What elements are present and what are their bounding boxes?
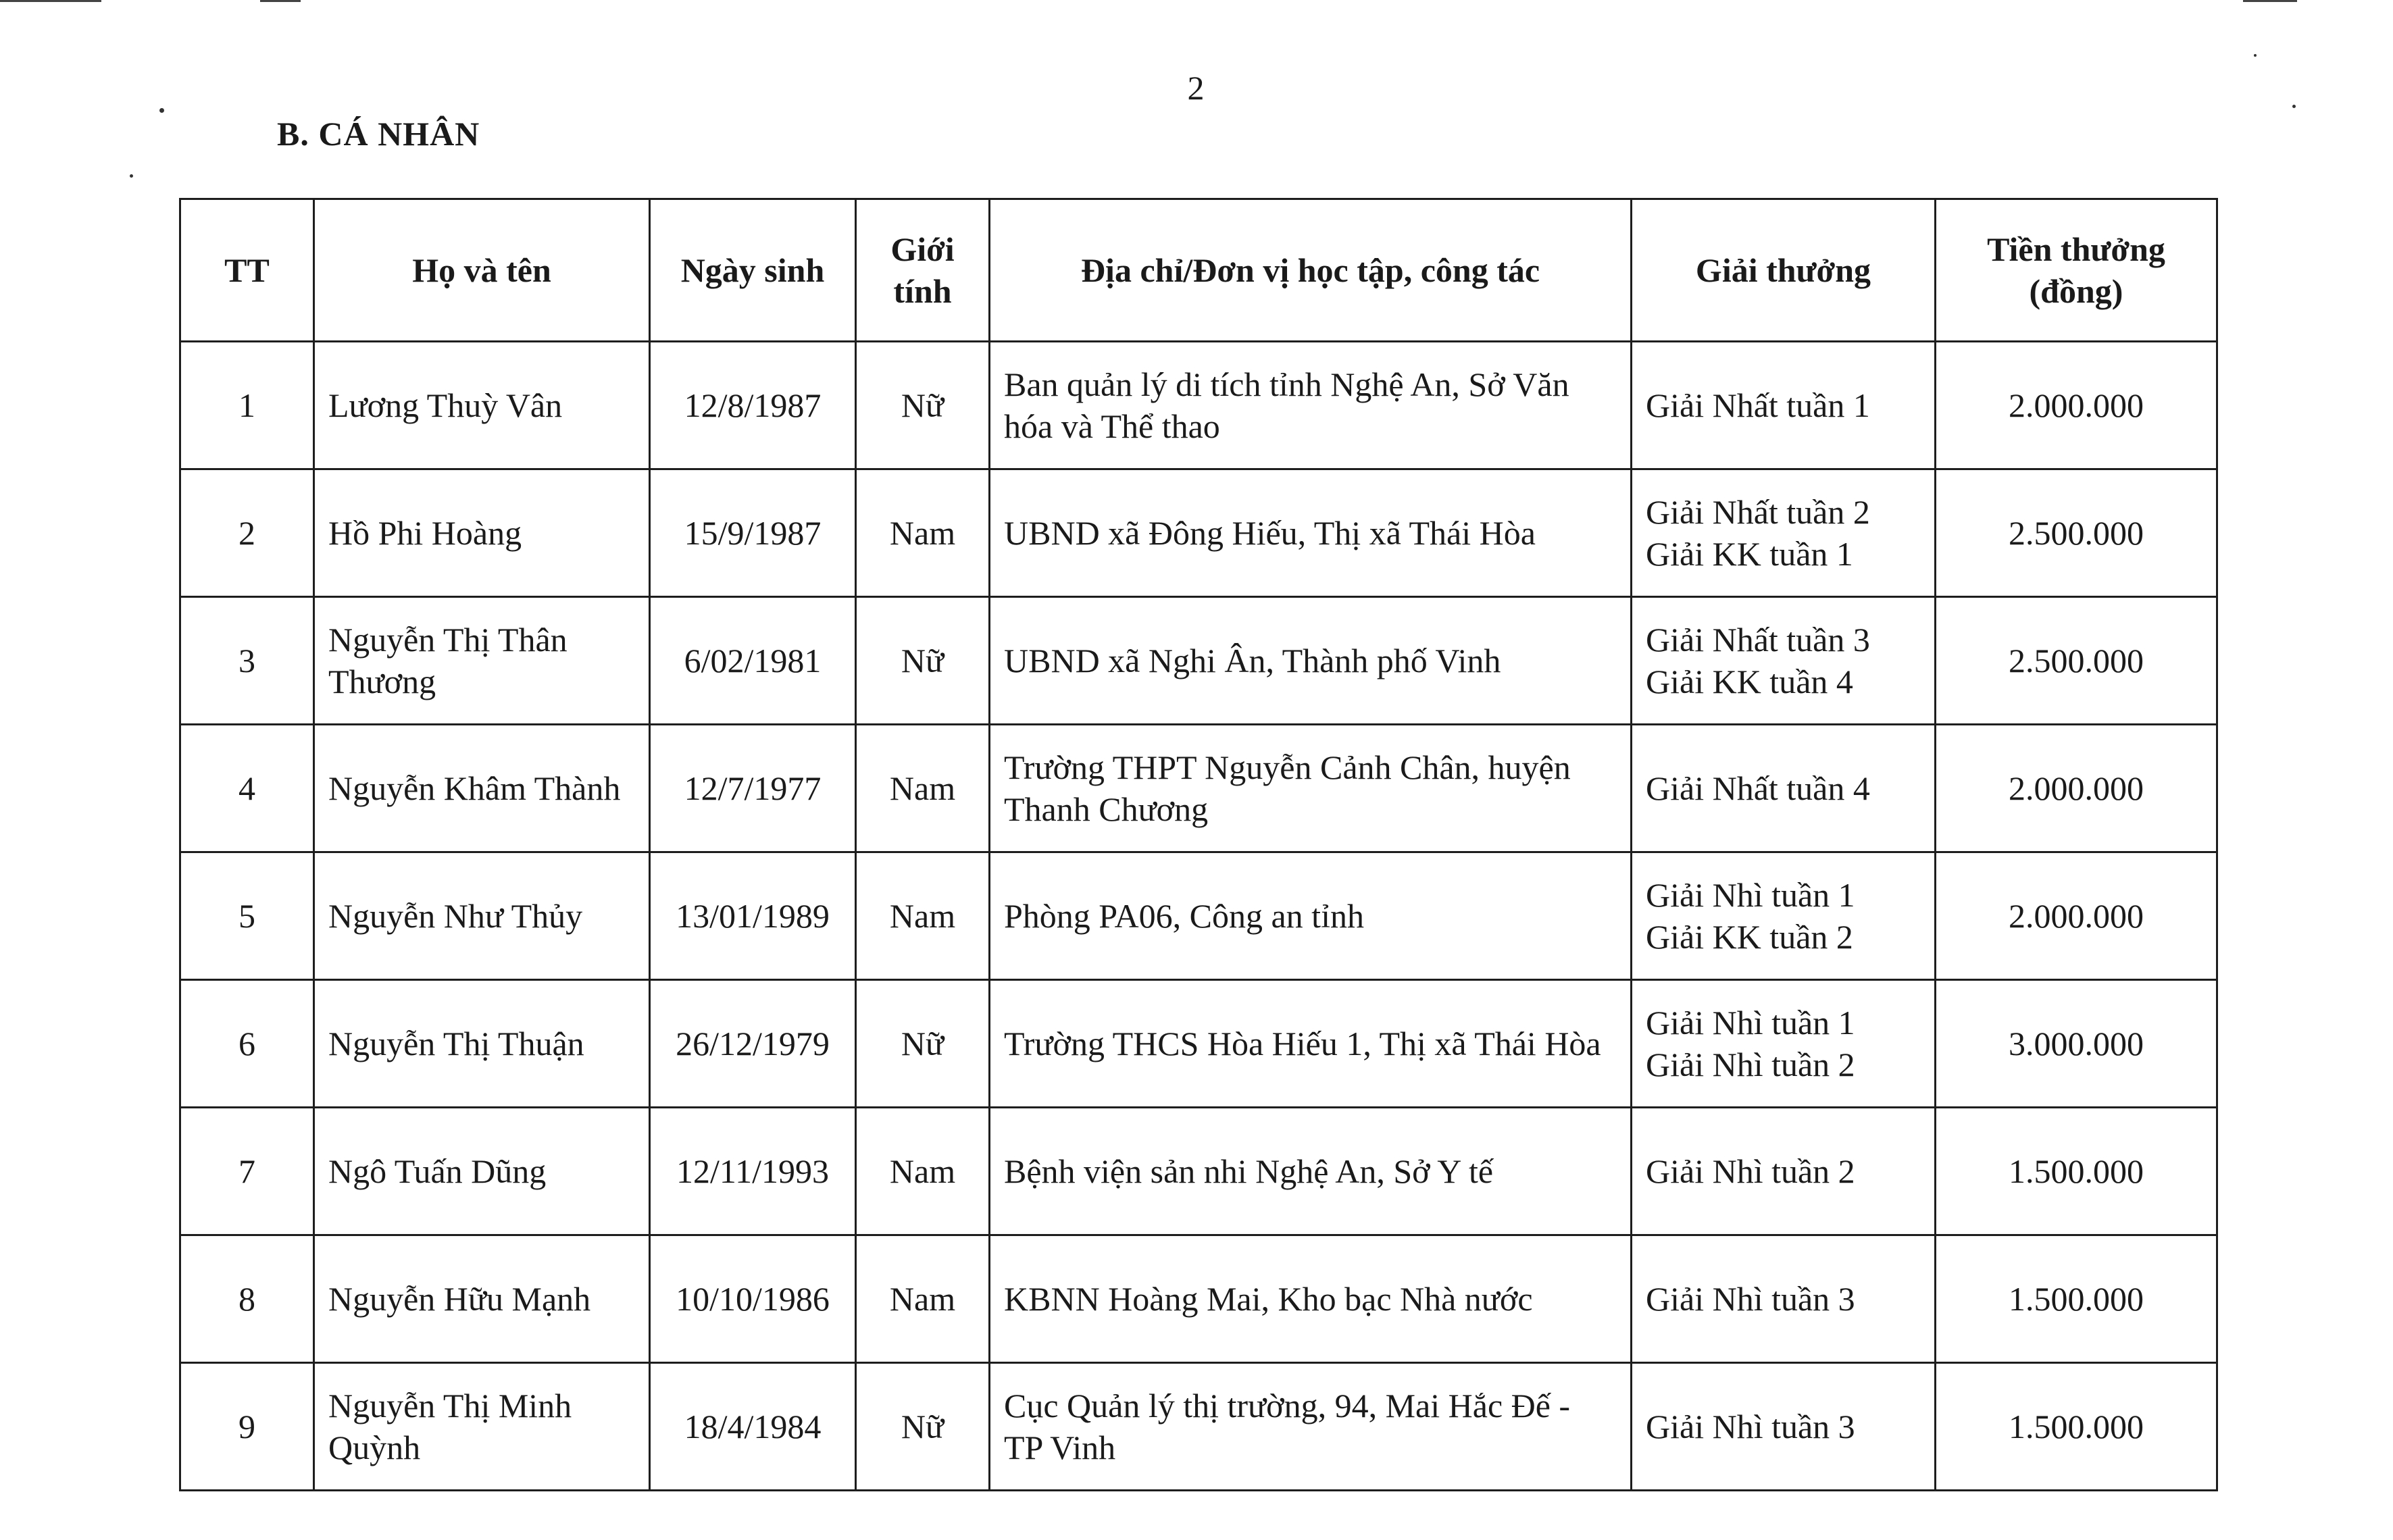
table-row: [180, 852, 2217, 980]
cell-gender: Nam: [856, 1235, 990, 1363]
cell-award: [1632, 1363, 1936, 1491]
award-line: Giải Nhất tuần 1: [1646, 386, 1870, 424]
header-award: Giải thưởng: [1632, 199, 1936, 342]
cell-dob: 15/9/1987: [650, 469, 856, 597]
header-gender-line2: tính: [893, 272, 952, 310]
cell-award: [1632, 1235, 1936, 1363]
cell-tt: 3: [180, 597, 314, 725]
cell-tt: 2: [180, 469, 314, 597]
cell-address: Cục Quản lý thị trường, 94, Mai Hắc Đế - TP Vinh: [990, 1363, 1632, 1491]
individual-awards-table: [179, 198, 2218, 1491]
table-row: [180, 1108, 2217, 1235]
page-number: 2: [1187, 69, 1205, 107]
cell-tt: 6: [180, 980, 314, 1108]
cell-address: Bệnh viện sản nhi Nghệ An, Sở Y tế: [990, 1108, 1632, 1235]
cell-gender: Nữ: [856, 1363, 990, 1491]
scan-speck: [2292, 105, 2296, 108]
header-name: Họ và tên: [314, 199, 650, 342]
cell-address: Phòng PA06, Công an tỉnh: [990, 852, 1632, 980]
header-money-line1: Tiền thưởng: [1987, 230, 2165, 268]
cell-dob: 26/12/1979: [650, 980, 856, 1108]
table-row: [180, 342, 2217, 469]
award-line: Giải Nhì tuần 3: [1646, 1280, 1855, 1318]
table-row: [180, 980, 2217, 1108]
cell-dob: 13/01/1989: [650, 852, 856, 980]
award-line: Giải Nhất tuần 4: [1646, 769, 1870, 807]
header-money-line2: (đồng): [2029, 272, 2123, 310]
cell-gender: Nữ: [856, 597, 990, 725]
cell-money: 2.000.000: [1936, 725, 2217, 852]
table-row: [180, 1235, 2217, 1363]
cell-award: [1632, 852, 1936, 980]
table-row: [180, 725, 2217, 852]
award-line: Giải Nhì tuần 1: [1646, 876, 1855, 914]
cell-award: [1632, 725, 1936, 852]
header-address: Địa chỉ/Đơn vị học tập, công tác: [990, 199, 1632, 342]
cell-address: UBND xã Đông Hiếu, Thị xã Thái Hòa: [990, 469, 1632, 597]
table-row: [180, 469, 2217, 597]
cell-address: UBND xã Nghi Ân, Thành phố Vinh: [990, 597, 1632, 725]
cell-address: Ban quản lý di tích tỉnh Nghệ An, Sở Văn hóa và Thể thao: [990, 342, 1632, 469]
header-gender-line1: Giới: [890, 230, 955, 268]
award-line: Giải KK tuần 4: [1646, 663, 1853, 700]
table-header-row: [180, 199, 2217, 342]
table-row: [180, 597, 2217, 725]
cell-name: Nguyễn Hữu Mạnh: [314, 1235, 650, 1363]
cell-name: Lương Thuỳ Vân: [314, 342, 650, 469]
cell-gender: Nam: [856, 725, 990, 852]
scan-speck: [130, 174, 133, 178]
cell-tt: 5: [180, 852, 314, 980]
cell-dob: 12/11/1993: [650, 1108, 856, 1235]
cell-gender: Nữ: [856, 980, 990, 1108]
award-line: Giải KK tuần 1: [1646, 535, 1853, 573]
header-gender: [856, 199, 990, 342]
cell-money: 1.500.000: [1936, 1235, 2217, 1363]
award-line: Giải Nhì tuần 2: [1646, 1152, 1855, 1190]
cell-dob: 10/10/1986: [650, 1235, 856, 1363]
cell-award: [1632, 597, 1936, 725]
cell-name: Hồ Phi Hoàng: [314, 469, 650, 597]
cell-money: 2.500.000: [1936, 469, 2217, 597]
award-line: Giải Nhì tuần 3: [1646, 1408, 1855, 1445]
cell-name: Nguyễn Thị Thân Thương: [314, 597, 650, 725]
cell-money: 2.000.000: [1936, 852, 2217, 980]
cell-tt: 7: [180, 1108, 314, 1235]
cell-dob: 18/4/1984: [650, 1363, 856, 1491]
cell-money: 1.500.000: [1936, 1108, 2217, 1235]
cell-award: [1632, 980, 1936, 1108]
header-money: [1936, 199, 2217, 342]
cell-money: 2.500.000: [1936, 597, 2217, 725]
cell-dob: 12/8/1987: [650, 342, 856, 469]
cell-money: 1.500.000: [1936, 1363, 2217, 1491]
award-line: Giải Nhất tuần 3: [1646, 621, 1870, 659]
cell-name: Ngô Tuấn Dũng: [314, 1108, 650, 1235]
award-line: Giải Nhì tuần 2: [1646, 1046, 1855, 1083]
scan-speck: [2254, 54, 2257, 57]
scan-edge-line: [2243, 0, 2297, 2]
cell-tt: 8: [180, 1235, 314, 1363]
cell-address: Trường THPT Nguyễn Cảnh Chân, huyện Thanh Chương: [990, 725, 1632, 852]
scan-speck: [159, 108, 164, 113]
cell-address: KBNN Hoàng Mai, Kho bạc Nhà nước: [990, 1235, 1632, 1363]
award-line: Giải Nhất tuần 2: [1646, 493, 1870, 531]
cell-award: [1632, 469, 1936, 597]
award-line: Giải Nhì tuần 1: [1646, 1004, 1855, 1042]
cell-money: 3.000.000: [1936, 980, 2217, 1108]
cell-money: 2.000.000: [1936, 342, 2217, 469]
cell-gender: Nữ: [856, 342, 990, 469]
cell-tt: 1: [180, 342, 314, 469]
cell-name: Nguyễn Thị Minh Quỳnh: [314, 1363, 650, 1491]
cell-name: Nguyễn Như Thủy: [314, 852, 650, 980]
table-row: [180, 1363, 2217, 1491]
header-tt: TT: [180, 199, 314, 342]
scan-edge-line: [0, 0, 101, 2]
cell-dob: 12/7/1977: [650, 725, 856, 852]
cell-tt: 4: [180, 725, 314, 852]
cell-gender: Nam: [856, 469, 990, 597]
cell-dob: 6/02/1981: [650, 597, 856, 725]
award-line: Giải KK tuần 2: [1646, 918, 1853, 956]
cell-name: Nguyễn Khâm Thành: [314, 725, 650, 852]
cell-name: Nguyễn Thị Thuận: [314, 980, 650, 1108]
cell-award: [1632, 342, 1936, 469]
scan-edge-line: [260, 0, 301, 2]
cell-address: Trường THCS Hòa Hiếu 1, Thị xã Thái Hòa: [990, 980, 1632, 1108]
header-dob: Ngày sinh: [650, 199, 856, 342]
cell-gender: Nam: [856, 1108, 990, 1235]
cell-tt: 9: [180, 1363, 314, 1491]
section-title: B. CÁ NHÂN: [277, 115, 480, 153]
cell-gender: Nam: [856, 852, 990, 980]
cell-award: [1632, 1108, 1936, 1235]
